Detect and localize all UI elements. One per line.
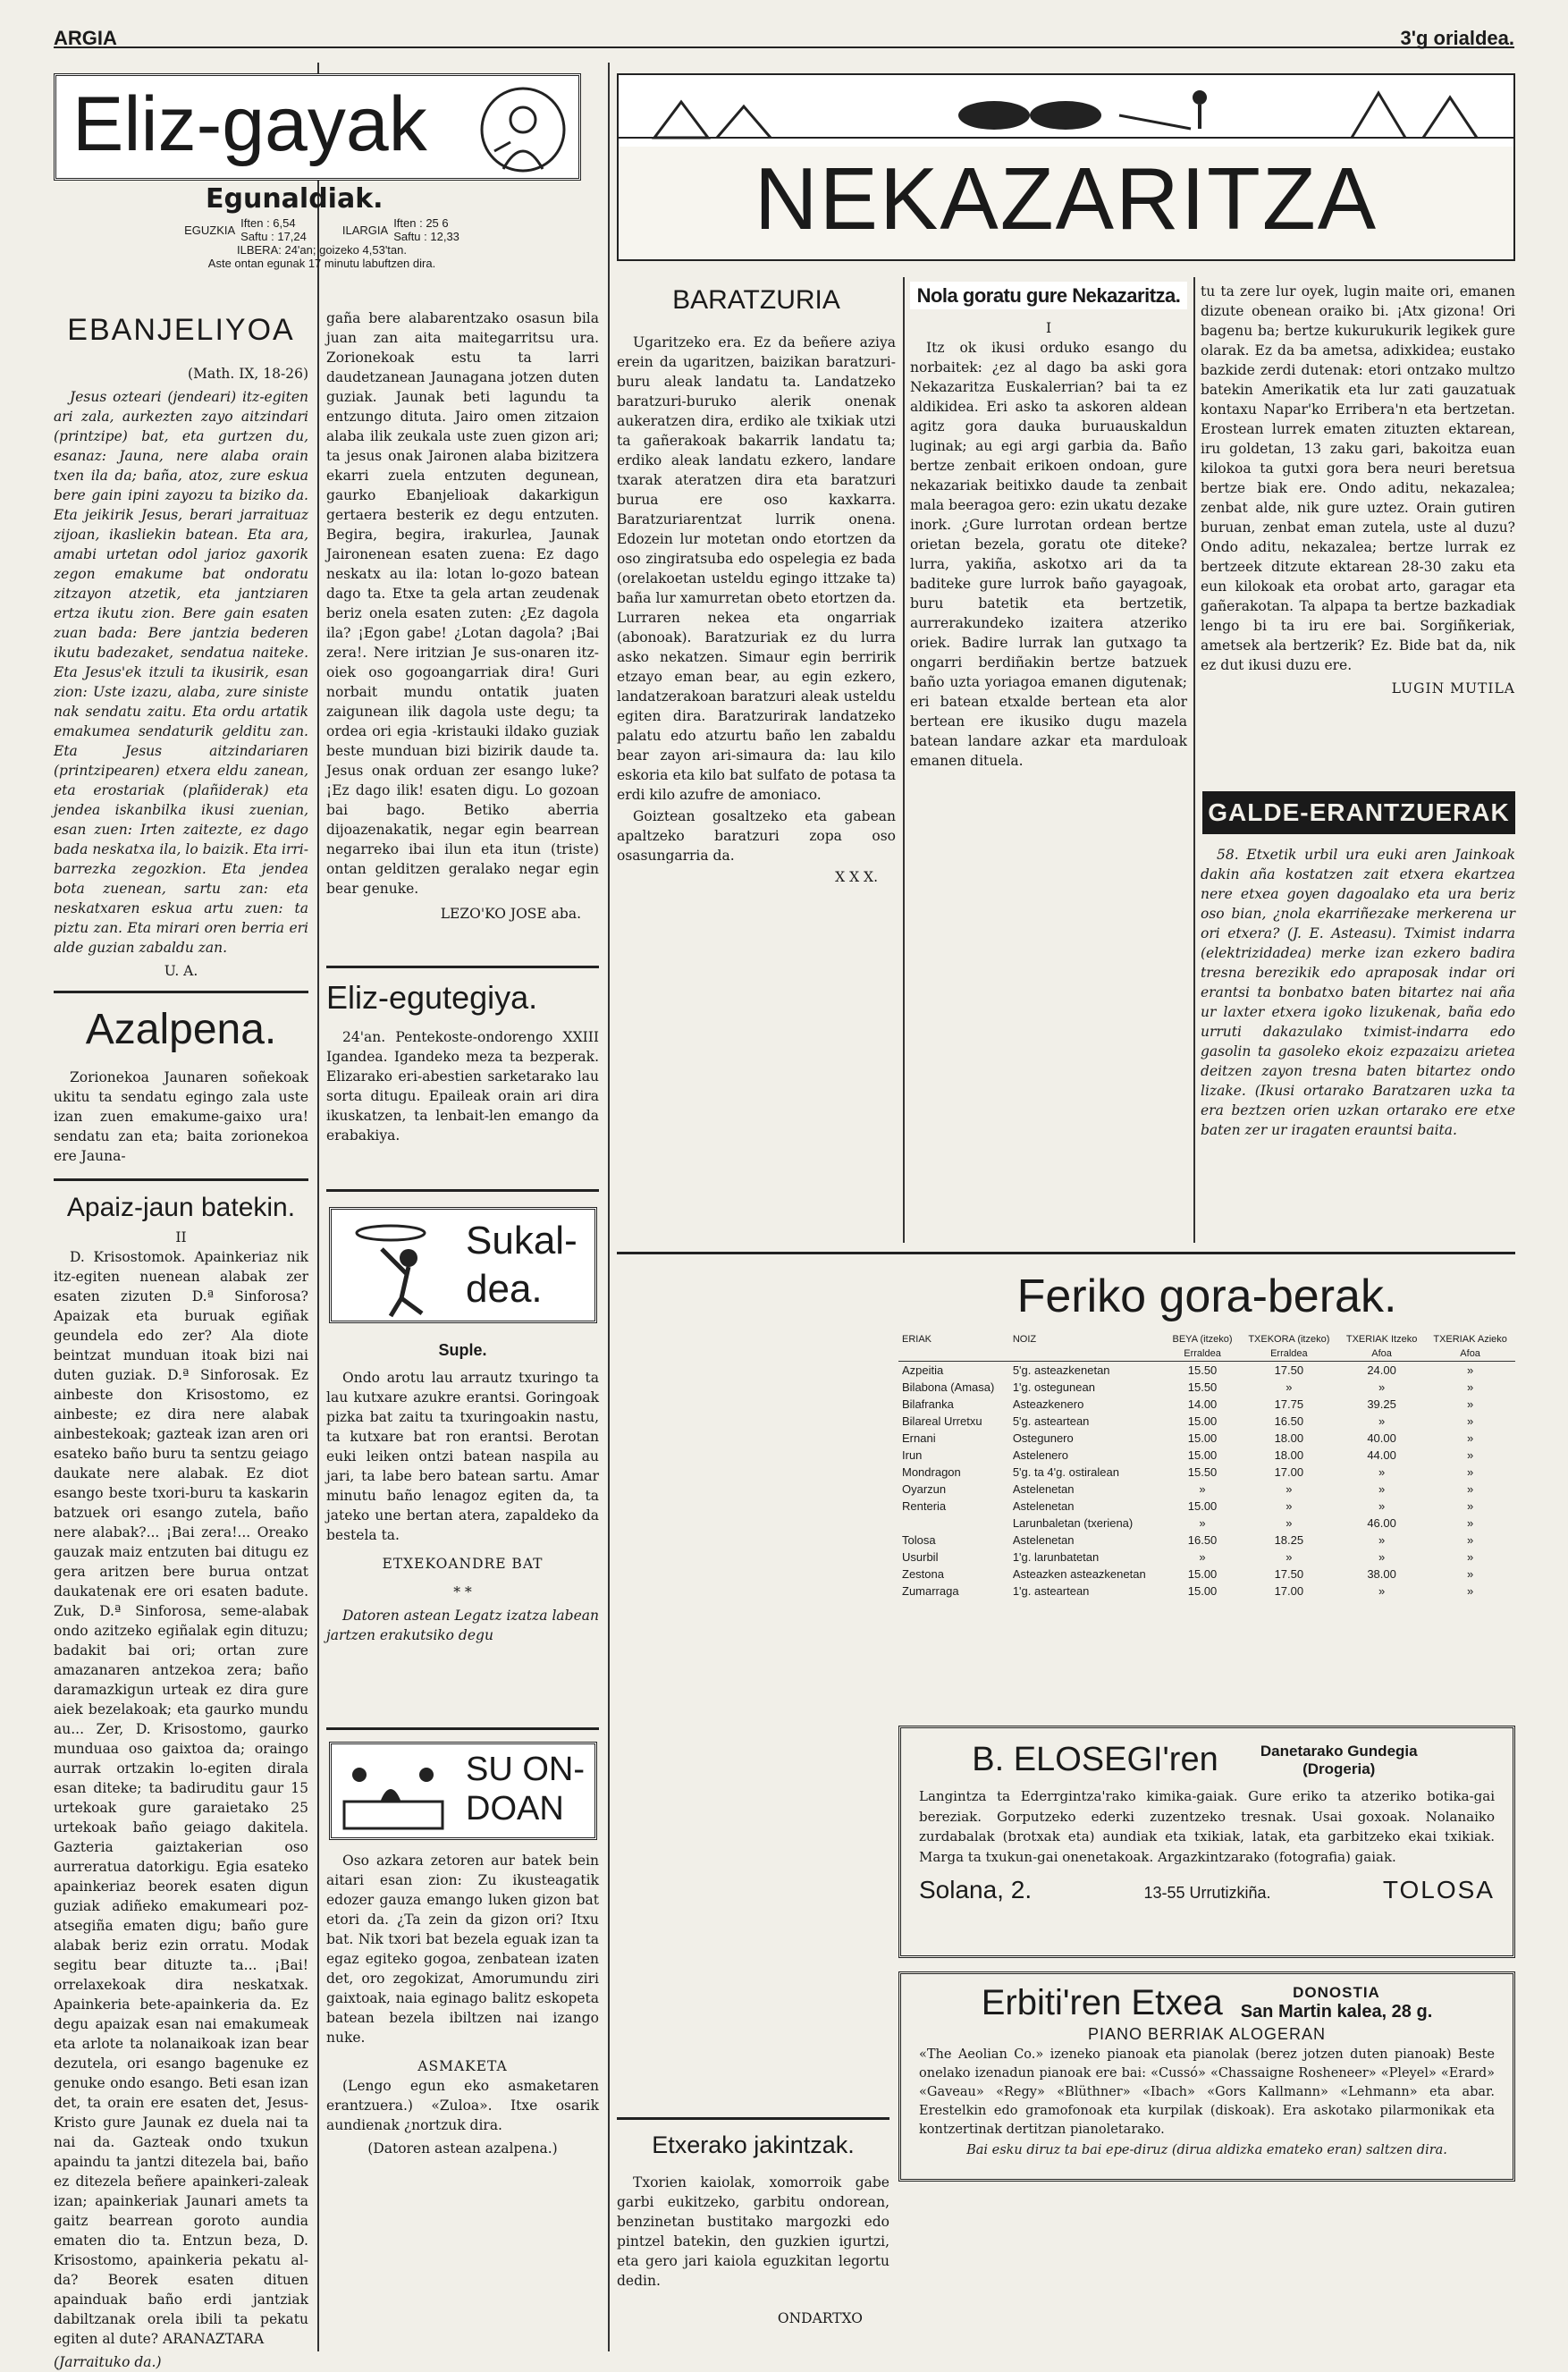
table-cell: 15.00 [1187, 1414, 1218, 1428]
nola-signature: LUGIN MUTILA [1391, 680, 1515, 696]
table-row [898, 1464, 1515, 1481]
table-cell: » [1378, 1499, 1386, 1513]
table-cell: » [1286, 1550, 1293, 1564]
column-rule [317, 63, 319, 2351]
moon-phase: ILBERA: 24'an; goizeko 4,53'tan. [237, 243, 407, 257]
fireside-scene-icon [337, 1748, 453, 1837]
column-header: TXERIAK Azieko [1433, 1334, 1507, 1345]
nola-part-number: I [1045, 320, 1052, 337]
table-row [898, 1549, 1515, 1566]
elosegi-city: TOLOSA [1382, 1876, 1495, 1904]
table-cell: » [1467, 1482, 1474, 1496]
column-subheader: Afoa [1425, 1346, 1515, 1362]
table-cell: 15.00 [1187, 1448, 1218, 1462]
table-cell: Mondragon [902, 1465, 961, 1479]
sukaldea-heading-box [329, 1207, 597, 1323]
table-cell: Asteazken asteazkenetan [1012, 1567, 1146, 1581]
table-cell: » [1467, 1448, 1474, 1462]
column-subheader [1009, 1346, 1165, 1362]
table-cell: 1'g. ostegunean [1012, 1380, 1095, 1394]
moonrise: Iften : 25 6 [393, 216, 449, 230]
paper-name: ARGIA [54, 27, 117, 49]
table-cell: » [1378, 1482, 1386, 1496]
apaiz-title: Apaiz-jaun batekin. [66, 1193, 296, 1222]
erbiti-city: DONOSTIA [1293, 1984, 1380, 2001]
table-cell: 1'g. asteartean [1012, 1584, 1090, 1598]
table-cell: » [1467, 1516, 1474, 1530]
asmaketa-note: (Datoren astean azalpena.) [367, 2140, 558, 2157]
gospel-text: Jesus ozteari (jendeari) itz-egiten ari zala, aurkezten zayo aitzindari (printzipe) bat, eta gurtzen du, esanaz: Jauna, nere alaba orain txen ila da; baña, atoz, zure eskua bere gain ipini zayozu ta biziko da. Eta jeikirik Jesus, berari jarraituaz zijoan, ikasliekin batean. Eta ara, amabi urtetan odol jarioz gaxorik zegon emakume bat ondoratu zitzayon atzetik, eta jantziaren ertza ikutu zion. Bere gain esaten zuan bada: Bere jantzia bederen ikutu badezaket, sendatua naiteke. Eta Jesus'ek itzuli ta ikusirik, esan zion: Uste izazu, alaba, zure siniste nak sendatu zaitu. Eta ordu artatik emakumea sendaturik gelditu zan. Eta Jesus aitzindariaren (printzipearen) etxera eldu zanean, eta erostariak (plañiderak) eta jendea iskanbilka ikusi zuenian, esan zuen: Irten zaitezte, ez dago bada neskatxa ila, lo baizik. Eta irri-barrezka zegozkion. Eta jendea bota zuenean, sartu zan: eta neskatxaren eskua artu zuen: ta piztu zan. Eta mirari oren berria eri alde guzian zabaldu zan. [54, 389, 308, 957]
table-cell: Zestona [902, 1567, 944, 1581]
waiter-figure-icon [337, 1213, 453, 1321]
table-cell: 14.00 [1187, 1397, 1218, 1411]
apaiz-jaun-article [54, 1189, 308, 2370]
ilargia-label: ILARGIA [341, 223, 389, 237]
table-cell: 15.00 [1187, 1567, 1218, 1581]
gospel-reference: (Math. IX, 18-26) [188, 366, 308, 383]
su-ondoan-text: Oso azkara zetoren aur batek bein aitari esan zion: Zu ikusteagatik edozer gauza emango luken gizon bat etori da. ¿Ta zein da gizon ori? Itxu bat. Nik txori bat bezela eguak izan ta egaz egiteko gogoa, zenbatean izaten det, oro zegokizat, Amorumundu ziri gaixtoak, naia eginago balitz eskopeta batean bezela ibiltzen nai izango nuke. [326, 1853, 599, 2046]
sukaldea-article [326, 1334, 599, 1709]
ebanjeliyoa-title: EBANJELIYOA [67, 313, 295, 347]
table-cell: 16.50 [1187, 1533, 1218, 1547]
table-cell: Astelenetan [1012, 1499, 1075, 1513]
nekazaritza-banner [617, 73, 1515, 261]
table-cell: 17.50 [1274, 1567, 1304, 1581]
su-ondoan-article [326, 1851, 599, 2334]
table-cell: Azpeitia [902, 1363, 944, 1377]
galde-erantzuerak-heading [1202, 791, 1515, 834]
table-row [898, 1379, 1515, 1396]
table-cell: » [1378, 1414, 1386, 1428]
erbiti-text: «The Aeolian Co.» izeneko pianoak eta pianolak (berez jotzen duten pianoak) Beste onelako izenadun pianoak ere bai: «Cussó» «Chassaigne Rosheneer» «Pleyel» «Erard» «Gaveau» «Regy» «Blüthner» «Ibach» «Gors Kallmann» «Lehmann» eta abar. Erestelkin edo gramofonoak eta kurpilak (diskoak). Era askotako pilarmonikak eta kontzertinak dertitzan pianoletarako. [919, 2047, 1495, 2138]
feriko-title: Feriko gora-berak. [1016, 1270, 1397, 1322]
table-cell: 46.00 [1367, 1516, 1396, 1530]
nola-cont-text: tu ta zere lur oyek, lugin maite ori, emanen dizute obenean oraiko bi. ¡Atx gizona! Ori bagenu ba; bertze kukurukurik legikek gure olarak. Ez da ba ametsa, adixkidea; eustako bazkide zerdi dutenak: etori ontzako multzo batekin Amerikatik eta lur zati gauzatuak kontaxu Napar'ko Erribera'n eta bertzetan. Erostean lurrek ematen zituzten ektarean, iru goldetan, 13 zaku gari, bakoitza euan kilokoa ta gutxi gora bera neuri beretsua bertze biak ere. Ondo aditu, nekazalea; zenbat alde, nik gure uztez. Orain gutiren buruan, zenbat eman zutela, uste al duzu? Ondo aditu, nekazalea; bertze lurrak ez bertzeek ditzute ektarean 28-30 zaku eta eun kilokoak eta orobat arto, garagar eta gañerakotan. Ta alpapa ta bertze bazkadiak lengo bi ta iru ere bai. Sorgiñkeriak, ametsek ala bertzerik? Ez. Bide bat da, nik ez dut ikusi duzu ere. [1201, 283, 1515, 673]
baratzuria-title: BARATZURIA [672, 285, 840, 315]
table-cell: » [1378, 1550, 1386, 1564]
recipe-text: Ondo arotu lau arrautz txuringo ta lau kutxare azukre erantsi. Goringoak pizka bat zaitu ta txuringoakin nastu, ta kutxare bat ron erantsi. Berotan euki leiken ontzi batean naspila au jari, ta labe bero batean sartu. Amar minutu baño lenagoz egiten da, ta jateko une bertan atera, zapaldeko da bestela ta. [326, 1369, 599, 1543]
elosegi-ad [898, 1726, 1515, 1958]
table-cell: 15.00 [1187, 1431, 1218, 1445]
recipe-title: Suple. [438, 1341, 487, 1359]
table-cell: Bilabona (Amasa) [902, 1380, 995, 1394]
page-number: 3'g orialdea. [1400, 27, 1514, 49]
table-cell: 5'g. asteazkenetan [1012, 1363, 1110, 1377]
table-row [898, 1583, 1515, 1600]
table-row [898, 1498, 1515, 1515]
table-cell: 15.00 [1187, 1584, 1218, 1598]
elosegi-name: B. ELOSEGI'ren [972, 1741, 1218, 1778]
nola-goratu-title: Nola goratu gure Nekazaritza. [910, 282, 1187, 309]
apaiz-part-number: II [175, 1228, 187, 1245]
table-row [898, 1396, 1515, 1413]
table-row [898, 1447, 1515, 1464]
table-cell: 5'g. ta 4'g. ostiralean [1012, 1465, 1119, 1479]
galde-text: 58. Etxetik urbil ura euki aren Jainkoak dakin aña kostatzen zait etxera ekartzea nere etxea goyen dagoalako eta ura beriz oso bian, ¿nola ekarriñezake merkerena ur ori etxera? (J. E. Asteasu). Tximist indarra (elektrizidadea) merke izan ezkero badira tresna berezikik edo apraposak indar ori erantsi ta bonbatxo baten bitartez nai aña ur laxter etxera igoko lizukenak, baña edo urruti dakazulako tximist-indarra edo gasolin ta gasoleko ekoiz ezpazaizu arietea deitzen zayon tresna baten bitartez ondo lizake. (Ikusi ortarako Baratzaren uzka ta era beztzen orien uzkan ortarako ere etxe baten zer ur iragaten erauntsi baita. [1201, 847, 1515, 1138]
erbiti-note: Bai esku diruz ta bai epe-diruz (dirua aldizka emateko eran) saltzen dira. [966, 2143, 1447, 2158]
table-cell: Astelenetan [1012, 1482, 1075, 1496]
asmaketa-title: ASMAKETA [417, 2058, 508, 2074]
table-cell: » [1378, 1380, 1386, 1394]
table-cell: 38.00 [1367, 1567, 1396, 1581]
ebanjeliyoa-commentary [326, 308, 599, 925]
table-cell: » [1199, 1482, 1206, 1496]
etxerako-title: Etxerako jakintzak. [652, 2131, 855, 2158]
egutegiya-title: Eliz-egutegiya. [326, 979, 538, 1016]
table-row [898, 1515, 1515, 1532]
table-cell: 15.00 [1187, 1499, 1218, 1513]
sun-moon-times [63, 216, 581, 243]
table-cell: » [1467, 1397, 1474, 1411]
table-cell: » [1378, 1584, 1386, 1598]
table-cell: » [1467, 1533, 1474, 1547]
commentary-signature: LEZO'KO JOSE aba. [440, 906, 581, 922]
table-cell: 39.25 [1367, 1397, 1396, 1411]
table-cell: Bilareal Urretxu [902, 1414, 982, 1428]
column-header: NOIZ [1012, 1334, 1037, 1345]
table-cell: 17.00 [1274, 1465, 1304, 1479]
table-cell: » [1286, 1380, 1293, 1394]
erbiti-name: Erbiti'ren Etxea [981, 1983, 1223, 2022]
table-cell: 15.50 [1187, 1380, 1218, 1394]
etxerako-signature: ONDARTXO [777, 2310, 863, 2327]
azalpena-text: Zorionekoa Jaunaren soñekoak ukitu ta sendatu egingo zala uste izan zuen emakume-gaixo ura! sendatu zan eta; baita zorionekoa ere Jauna- [54, 1069, 308, 1165]
table-header-row [898, 1332, 1515, 1346]
su-ondoan-title: SU ON-DOAN [466, 1751, 585, 1828]
nola-goratu-continuation [1201, 282, 1515, 760]
table-cell: 24.00 [1367, 1363, 1396, 1377]
apaiz-text: D. Krisostomok. Apainkeriaz nik itz-egiten nuenean alabak zer esaten zizuten D.ª Sinforosa? Apaizak eta buruak egiñak geundela edo zer? Ala diote beintzat munduan itoak bizi nai duten guziak. D.ª Sinforosak. Ez ainbeste don Krisostomo, ez ainbeste; ez dira nere alabak ainbestekoak; gazteak izan aren ori esateko baño buru ta sentzu geiago daukate nere alabak. Ez diot esango beste txori-buru ta kaskarin batzuek ori esango zutela, baño nere alabak?... ¡Bai zera!... Oreako gauzak maiz entzuten bai ditugu ez gera aritzen bere burua ontzat daukatenak ere ori esaten badute. Zuk, D.ª Sinforosa, seme-alabak ondo azitzeko egiñalak egin dituzu; badakit bai ori; ortan zure amazanaren antzekoa zera; baño daramazkigun urteak ez dira gure aiek bezelakoak; eta gaurko mundu au... Zer, D. Krisostomo, gaurko munduaa oso gaixtoa da; oraingo aurrak ortzakin lo-egiten dirala esan diteke; ta badiruditu gaur 15 urtekoak gure garaietako 25 urtekoak baño geiago dakitela. Gazteria gaiztakerian oso aurreratua datorkigu. Egia esateko apainkeriaz beorek esaten digun guziak adiñeko emakumeari poz-atsegiña ematen digu; baño gure alabak beriz ezin orratu. Modak segitu bear dituzte ta... ¡Bai! orrelaxekoak dira neskatxak. Apainkeria bete-apainkeria da. Ez degu apaizak esan nai emakumeak eta arlote ta nolanaikoak izan bear dezutela, ori esango bagenuke ez genuke ondo esango. Beti esan izan det, ta orain ere esaten det, Jesus-Kristo gure Jaunak ez duela nai ta nai da. Gazteak ondo txukun apaindu ta jantzi ditezela bai, baño ez ditezela beñere apainkeri-zaleak izan; apainkeriak Jaunari amets ta gaitz bearrean goroto aundia ematen dio ta. Entzun beza, D. Krisostomo, apainkeria pekatu al-da? Beorek esaten dituen apainduak baño erdi jantziak dabiltzanak orela ibili ta pekatu egiten al dute? ARANAZTARA [54, 1248, 308, 2347]
recipe-signature: ETXEKOANDRE BAT [382, 1555, 544, 1572]
table-cell: Tolosa [902, 1533, 936, 1547]
sunrise: Iften : 6,54 [240, 216, 296, 230]
table-cell: Bilafranka [902, 1397, 954, 1411]
table-cell: » [1467, 1414, 1474, 1428]
table-cell: » [1467, 1550, 1474, 1564]
table-row [898, 1481, 1515, 1498]
table-cell: Usurbil [902, 1550, 939, 1564]
erbiti-address: San Martin kalea, 28 g. [1240, 2002, 1433, 2022]
table-cell: Larunbaletan (txeriena) [1012, 1516, 1134, 1530]
column-subheader: Erraldea [1240, 1346, 1338, 1362]
table-cell: » [1199, 1516, 1206, 1530]
table-cell: » [1378, 1465, 1386, 1479]
table-cell: Astelenetan [1012, 1533, 1075, 1547]
table-cell: » [1467, 1499, 1474, 1513]
section-rule [326, 1189, 599, 1192]
moonset: Saftu : 12,33 [393, 230, 459, 243]
praying-figure-icon [468, 80, 575, 178]
table-subheader-row [898, 1346, 1515, 1362]
table-cell: 17.00 [1274, 1584, 1304, 1598]
galde-title: GALDE-ERANTZUERAK [1208, 798, 1510, 826]
etxerako-text: Txorien kaiolak, xomorroik gabe garbi eukitzeko, garbitu ondorean, benzinetan bustitako margozki edo pintzel batekin, den guzkien igurtzi, eta gero jari kaiola eguzkitan legortu dedin. [617, 2174, 889, 2290]
table-row [898, 1362, 1515, 1380]
section-rule [617, 1252, 1515, 1254]
column-rule [1193, 277, 1195, 1243]
feriko-section [898, 1270, 1515, 1600]
column-rule [608, 63, 610, 2351]
column-header: ERIAK [902, 1334, 932, 1345]
table-row [898, 1413, 1515, 1430]
table-cell: 18.00 [1274, 1431, 1304, 1445]
asmaketa-text: (Lengo egun eko asmaketaren erantzuera.) «Zuloa». Itxe osarik aundienak ¿nortzuk dira. [326, 2078, 599, 2133]
table-cell: » [1286, 1482, 1293, 1496]
table-cell: » [1467, 1380, 1474, 1394]
table-row [898, 1532, 1515, 1549]
table-cell: 1'g. larunbatetan [1012, 1550, 1100, 1564]
table-cell: » [1467, 1465, 1474, 1479]
baratzuria-end: Goiztean gosaltzeko eta gabean apaltzeko baratzuri zopa oso osasungarria da. [617, 807, 896, 864]
table-cell: » [1286, 1499, 1293, 1513]
table-cell: Ostegunero [1012, 1431, 1074, 1445]
azalpena-title: Azalpena. [85, 1006, 277, 1053]
column-rule [903, 277, 905, 1243]
table-cell: 40.00 [1367, 1431, 1396, 1445]
egunaldiak-title: Egunaldiak. [206, 183, 384, 215]
table-cell [898, 1515, 1009, 1532]
table-cell: 16.50 [1274, 1414, 1304, 1428]
column-subheader: Afoa [1338, 1346, 1425, 1362]
column-header: TXERIAK Itzeko [1345, 1334, 1418, 1345]
sukaldea-title: Sukal-dea. [466, 1219, 577, 1311]
eguzkia-label: EGUZKIA [184, 223, 236, 237]
section-rule [617, 2117, 889, 2120]
table-cell: Zumarraga [902, 1584, 959, 1598]
table-cell: 44.00 [1367, 1448, 1396, 1462]
erbiti-ad [898, 1971, 1515, 2182]
table-cell: » [1467, 1584, 1474, 1598]
baratzuria-article [617, 282, 896, 1238]
table-cell: » [1199, 1550, 1206, 1564]
table-cell: 15.50 [1187, 1465, 1218, 1479]
nola-goratu-article [910, 282, 1187, 1238]
table-cell: 18.25 [1274, 1533, 1304, 1547]
galde-erantzuerak-article [1201, 845, 1515, 1238]
table-cell: » [1378, 1533, 1386, 1547]
section-title: Eliz-gayak [72, 81, 427, 167]
section-rule [326, 966, 599, 968]
table-cell: 18.00 [1274, 1448, 1304, 1462]
table-cell: Astelenero [1012, 1448, 1068, 1462]
table-cell: 17.50 [1274, 1363, 1304, 1377]
eliz-gayak-masthead [54, 73, 581, 181]
table-cell: » [1467, 1363, 1474, 1377]
table-cell: 15.50 [1187, 1363, 1218, 1377]
plowing-scene-illustration [619, 75, 1513, 147]
azalpena-article [54, 1000, 308, 1165]
column-header: BEYA (itzeko) [1172, 1334, 1233, 1345]
erbiti-subtitle: PIANO BERRIAK ALOGERAN [1087, 2025, 1327, 2043]
egunaldiak-block [63, 183, 581, 270]
column-subheader [898, 1346, 1009, 1362]
elosegi-text: Langintza ta Ederrgintza'rako kimika-gaiak. Gure eriko ta atzeriko botika-gai bereziak. Gorputzeko ederki zuzentzeko tresnak. Usai goxoak. Nolanaiko zurdabalak (brotxak eta) aundiak eta txikiak, latak, eta garbitzeko ekai txikiak. Marga ta txukun-gai onenetakoak. Argazkintzarako (fotografia) gaiak. [919, 1788, 1495, 1865]
commentary-text: gaña bere alabarentzako osasun bila juan zan aita maitegarritsu ura. Zorionekoak estu ta larri daudetzanean Jaunagana jotzen duten guziak. Jaunak beti lagundu ta entzungo dituta. Jairo omen zitzaion alaba ilik zeukala uste zuen gizon ari; ta jesus onak Jaironen alaba bizitzera ekarri zuela entzuten degunean, gaurko Ebanjelioak dakarkigun gertaera besterik ez degu entzuten. Begira, begira, irakurlea, Jaunak Jaironenean esaten zuena: Ez dago neskatx au ila: lotan lo-gozo batean dago ta. Etxe ta gela artan zeudenak beriz onela esaten zuten: ¿Ez dagola ila? ¡Egon gabe! ¿Lotan dagola? ¡Bai zera!. Nere iritzian Je sus-onaren itz-oiek oso gogoangarriak dira! Guri norbait mundu ontatik juaten zaigunean ilik dagola uste degu; ta ordea ori egia -kristauki ildako guziak beste munduan bizi bizirik daude ta. Jesus onak orduan zer esango luke? ¡Ez dago ilik! esaten digu. Lo gozoan bai bago. Betiko aberria dijoazenakatik, negar egin bearrean negarreko ibai ilun eta itun (triste) ontan gelditzen geralako negar egin bear genuke. [326, 310, 599, 897]
section-rule [54, 991, 308, 993]
nekazaritza-title: NEKAZARITZA [754, 149, 1378, 248]
nola-goratu-text: Itz ok ikusi orduko esango du norbaitek: ¿ez al dago ba aski gora Nekazaritza Euskalerrian? bai ta ez aldikidea. Eri asko ta askoren aldean agitz gora dauka buruauskaldun luginak; au egi argi garbia da. Baño bertze zenbait erikoen ondoan, gure nekazariak beitixko daude ta zenbait mala beeragoa gero: ezin ukatu dezake inork. ¿Gure lurrotan ordean bertze orietan bezela, goratu ote diteke? lurra, yakiña, askotxo ari da ta baditeke gure lurrok baño gayagoak, buru batetik eta bertzetik, aurrerakundeko izaitera atzeriko oriek. Badire lurrak lan gutxago ta ongarri berdiñakin bertze batzuek baño uzta yoriagoa emanen digutenak; eri batean etxalde bertean eta alor bertean ere ikusiko dugu mazela batean landare azkar eta marduloak emanen dituela. [910, 340, 1187, 770]
table-row [898, 1430, 1515, 1447]
egutegiya-text: 24'an. Pentekoste-ondorengo XXIII Igandea. Igandeko meza ta bezperak. Elizarako eri-abestien sarketarako lau sorta ditugu. Epaileak orain ari dira ikuskatzen, ta lenbait-len emango da erabakiya. [326, 1029, 599, 1144]
table-cell: Oyarzun [902, 1482, 947, 1496]
feriko-table [898, 1332, 1515, 1600]
gospel-signature: U. A. [164, 963, 198, 980]
table-row [898, 1566, 1515, 1583]
elosegi-address: Solana, 2. [919, 1876, 1033, 1904]
baratzuria-signature: X X X. [835, 868, 878, 885]
table-cell: 17.75 [1274, 1397, 1304, 1411]
day-length-note: Aste ontan egunak 17 minutu labuftzen dira. [207, 257, 436, 270]
page-header [54, 27, 1514, 48]
table-cell: Irun [902, 1448, 923, 1462]
column-header: TXEKORA (itzeko) [1248, 1334, 1330, 1345]
etxerako-article [617, 2128, 889, 2342]
baratzuria-text: Ugaritzeko era. Ez da beñere aziya erein da ugaritzen, baizikan baratzuri-buru aleak landatu ta. Landatzeko baratzuri-buruko alerik onenak aukeratzen dira, erdiko ale txikiak utzi ta gañerakoak bakarrik landatu ta; erdiko aleak landatu ezkero, landare txarak ateratzen dira eta baratzuri burua ere oso kaxkarra. Baratzuriarentzat lurrik onena. Edozein lur motetan ondo etortzen da oso zingiratsuba edo ospelegia ez bada (orelakoetan usteldu egingo ittzake ta) baña lur xamurretan obeto etortzen da. Lurraren nekea eta ongarriak (abonoak). Baratzuriak ez du lurra asko nekatzen. Simaur egin berririk etzayo eman bear, au egin ezkero, landatzerakoan baratzuri aleak usteldu egiten dira. Baratzurirak landatzeko palatu edo atzurtu baño len zabaldu bear zayon ari-simaura da: lau kilo eskoria eta kilo bat sulfato de potasa ta erdi kilo azufre de amoniaco. [617, 333, 896, 803]
ebanjeliyoa-article [54, 308, 308, 979]
to-be-continued: (Jarraituko da.) [54, 2353, 162, 2370]
su-ondoan-heading-box [329, 1742, 597, 1840]
asterisks: * * [453, 1583, 472, 1600]
elosegi-kind: Danetarako Gundegia (Drogeria) [1260, 1742, 1418, 1777]
recipe-next-note: Datoren astean Legatz izatza labean jartzen erakutsiko degu [326, 1607, 599, 1643]
table-cell: Asteazkenero [1012, 1397, 1084, 1411]
table-cell: 5'g. asteartean [1012, 1414, 1090, 1428]
table-cell: » [1467, 1567, 1474, 1581]
table-cell: Ernani [902, 1431, 936, 1445]
elosegi-phone: 13-55 Urrutizkiña. [1143, 1884, 1271, 1902]
sunset: Saftu : 17,24 [240, 230, 307, 243]
table-cell: » [1286, 1516, 1293, 1530]
eliz-egutegiya-article [326, 975, 599, 1153]
table-cell: » [1467, 1431, 1474, 1445]
section-rule [54, 1178, 308, 1181]
column-subheader: Erraldea [1165, 1346, 1239, 1362]
table-cell: Renteria [902, 1499, 947, 1513]
section-rule [326, 1727, 599, 1730]
